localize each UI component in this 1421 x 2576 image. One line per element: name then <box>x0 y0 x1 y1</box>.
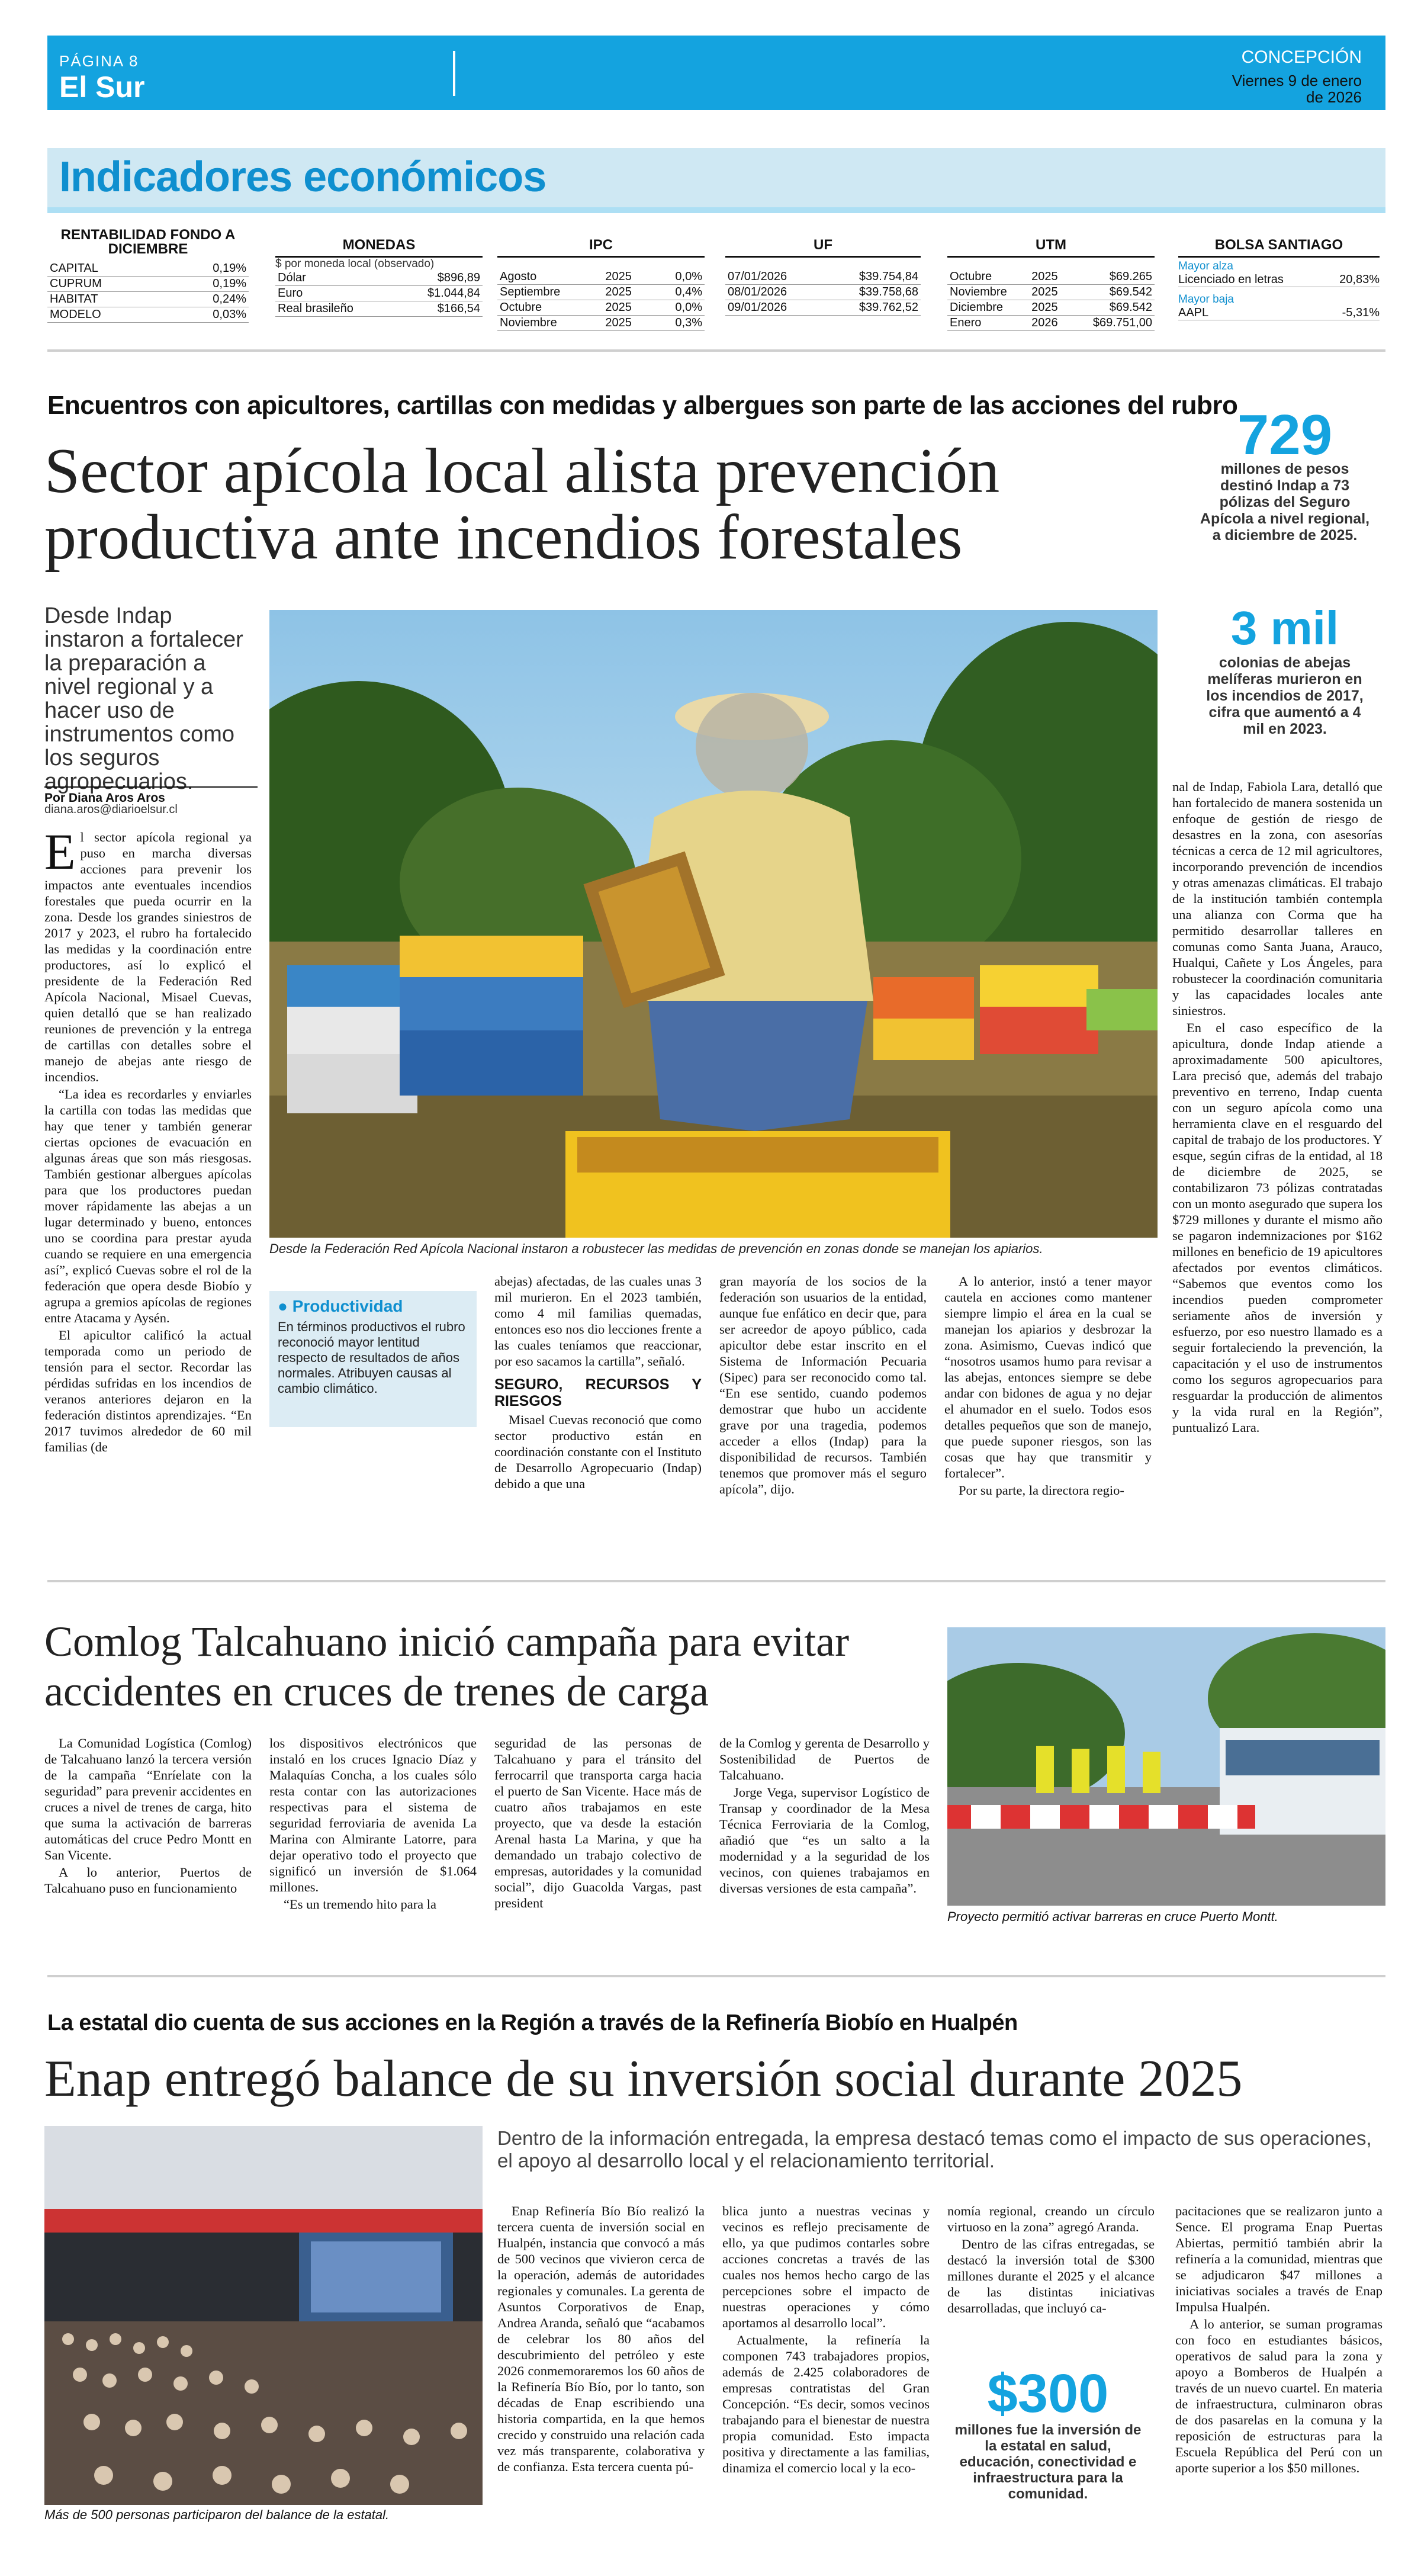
utm-cell: Noviembre <box>947 285 1029 300</box>
bolsa-baja-name: AAPL <box>1178 306 1209 319</box>
utm-cell: $69.265 <box>1070 269 1155 285</box>
monedas-title: MONEDAS <box>275 237 483 258</box>
bullet-icon: ● <box>278 1297 292 1315</box>
rentabilidad-row <box>47 307 249 323</box>
article2-column-2 <box>269 1735 477 1913</box>
bolsa-alza-value: 20,83% <box>1339 273 1380 286</box>
article3-kicker: La estatal dio cuenta de sus acciones en la Región a través de la Refinería Biobío en Hualpén <box>47 2010 1018 2035</box>
stat1-text: millones de pesos destinó Indap a 73 pólizas del Seguro Apícola a nivel regional, a diciembre de 2025. <box>1200 461 1370 544</box>
uf-row <box>725 269 921 285</box>
article1-column-2 <box>494 1273 702 1493</box>
ipc-cell: 2025 <box>603 316 653 331</box>
article3-col4-p2: A lo anterior, se suman programas con foco en estudiantes básicos, operativos de salud para la zona y apoyo a Bomberos de Hualpén a través de un nuevo cuartel. En materia de infraestructura, culminaron obras de dos pasarelas en la comuna y la reposición de estructuras para la Escuela República del Perú con un aporte superior a los $50 millones. <box>1175 2317 1383 2475</box>
article3-col3-p2: Dentro de las cifras entregadas, se destacó la inversión total de $300 millones durante el 2025 y el alcance de las distintas iniciativas desarrolladas, que incluyó ca- <box>947 2237 1155 2315</box>
ipc-cell: 0,4% <box>653 285 705 300</box>
rentabilidad-cell: HABITAT <box>47 292 168 307</box>
section-divider <box>47 1580 1385 1582</box>
article1-col5-p2: En el caso específico de la apicultura, donde Indap atiende a aproximadamente 500 apicultores, Lara precisó que, además del trabajo preventivo en terreno, Indap cuenta con un seguro apícola como una herramienta clave en el resguardo del capital de trabajo de los productores. Y esque, según cifras de la entidad, al 18 de diciembre de 2025, se contabilizaron 73 pólizas contratadas con un monto asegurado que supera los $729 millones y durante el mismo año se pagaron indemnizaciones por $162 millones en beneficio de 19 apicultores afectados por eventos climáticos. “Sabemos que eventos como los incendios pueden comprometer seriamente años de inversión y esfuerzo, por eso nuestro llamado es a seguir fortaleciendo la prevención, la capacitación y el uso de instrumentos como los seguros agropecuarios para resguardar la producción de alimentos y la vida rural en la Región”, puntualizó Lara. <box>1172 1020 1383 1435</box>
rentabilidad-cell: 0,19% <box>168 261 249 277</box>
article3-col3-p1: nomía regional, creando un círculo virtuoso en la zona” agregó Aranda. <box>947 2204 1155 2234</box>
article1-byline: Por Diana Aros Aros <box>44 786 258 805</box>
bolsa-table <box>1178 237 1380 320</box>
article1-deck: Desde Indap instaron a fortalecer la preparación a nivel regional y a hacer uso de instrumentos como los seguros agropecuarios. <box>44 603 243 794</box>
rentabilidad-row <box>47 277 249 292</box>
masthead-bar <box>47 36 1385 110</box>
rentabilidad-rows <box>47 261 249 323</box>
ipc-rows <box>497 269 705 331</box>
article1-col4-p2: Por su parte, la directora regio- <box>959 1483 1124 1498</box>
productividad-title-text: Productividad <box>292 1297 403 1315</box>
rentabilidad-table <box>47 228 249 323</box>
utm-cell: $69.751,00 <box>1070 316 1155 331</box>
section-name: CONCEPCIÓN <box>1241 47 1362 67</box>
article1-col1-p3: El apicultor calificó la actual temporada como un periodo de tensión para el sector. Recordar las pérdidas sufridas en los incendios de veranos anteriores dejaron en la federación distintos aprendizajes. “En 2017 tuvimos alrededor de 60 mil familias (de <box>44 1328 252 1454</box>
uf-cell: $39.762,52 <box>823 300 921 316</box>
newspaper-name[interactable]: El Sur <box>59 70 145 104</box>
ipc-table <box>497 237 705 331</box>
header-divider <box>453 51 455 96</box>
article1-column-1 <box>44 823 252 1456</box>
rentabilidad-cell: CUPRUM <box>47 277 168 292</box>
stat2-number: 3 mil <box>1230 602 1339 654</box>
monedas-table <box>275 237 483 317</box>
ipc-cell: 0,3% <box>653 316 705 331</box>
article2-column-1 <box>44 1735 252 1897</box>
utm-cell: Octubre <box>947 269 1029 285</box>
ipc-cell: 2025 <box>603 300 653 316</box>
article2-col4-p2: Jorge Vega, supervisor Logístico de Transap y coordinador de la Mesa Técnica Ferroviaria de la Comlog, añadió que “es un salto a la modernidad y a la seguridad de los vecinos, con quienes trabajamos en diversas versiones de esta campaña”. <box>719 1785 930 1896</box>
bolsa-title: BOLSA SANTIAGO <box>1178 237 1380 258</box>
article3-col2-p2: Actualmente, la refinería la componen 743 trabajadores propios, además de 2.425 colaboradores de empresas contratistas del Gran Concepción. “Es decir, somos vecinos trabajando para el bienestar de nuestra propia comunidad. Esto impacta positiva y directamente a las familias, dinamiza el comercio local y la eco- <box>722 2333 930 2475</box>
rentabilidad-cell: 0,03% <box>168 307 249 323</box>
ipc-row <box>497 285 705 300</box>
indicators-band-stripe <box>47 207 1385 213</box>
article1-column-3 <box>719 1273 927 1498</box>
rentabilidad-cell: 0,24% <box>168 292 249 307</box>
event-audience-photo-illustration <box>44 2126 483 2505</box>
rentabilidad-cell: CAPITAL <box>47 261 168 277</box>
article2-col4-p1: de la Comlog y gerenta de Desarrollo y Sostenibilidad de Puertos de Talcahuano. <box>719 1736 930 1782</box>
rentabilidad-row <box>47 292 249 307</box>
stat3-text: millones fue la inversión de la estatal en salud, educación, conectividad e infraestructura para la comunidad. <box>954 2422 1142 2502</box>
utm-cell: $69.542 <box>1070 285 1155 300</box>
ipc-row <box>497 300 705 316</box>
productividad-box <box>269 1291 477 1427</box>
article3-headline[interactable]: Enap entregó balance de su inversión social durante 2025 <box>44 2050 1243 2108</box>
utm-cell: 2025 <box>1029 285 1070 300</box>
utm-cell: Enero <box>947 316 1029 331</box>
rentabilidad-title: RENTABILIDAD FONDO A DICIEMBRE <box>60 227 236 257</box>
utm-cell: Diciembre <box>947 300 1029 316</box>
monedas-cell: $166,54 <box>396 301 483 317</box>
utm-cell: 2026 <box>1029 316 1070 331</box>
utm-cell: $69.542 <box>1070 300 1155 316</box>
article1-col1-p2: “La idea es recordarles y enviarles la cartilla con todas las medidas que hay que tener y también generar ciertas opciones de evacuación en algunas áreas que son más riesgosas. También gestionar albergues apícolas para que los productores puedan mover rápidamente las abejas a un lugar determinado y bueno, entonces uno se coordina para prestar ayuda cuando se requiere en una emergencia así”, explicó Cuevas sobre el rol de la federación que opera desde Biobío y agrupa a gremios apícolas de regiones entre Atacama y Aysén. <box>44 1087 252 1325</box>
photo3-caption: Más de 500 personas participaron del balance de la estatal. <box>44 2507 390 2522</box>
bolsa-alza-name: Licenciado en letras <box>1178 273 1284 286</box>
utm-table <box>947 237 1155 331</box>
monedas-cell: Dólar <box>275 271 396 286</box>
ipc-cell: 2025 <box>603 269 653 285</box>
article1-email[interactable]: diana.aros@diarioelsur.cl <box>44 803 178 816</box>
section-divider <box>47 349 1385 352</box>
uf-row <box>725 285 921 300</box>
monedas-rows <box>275 271 483 317</box>
photo2-caption: Proyecto permitió activar barreras en cruce Puerto Montt. <box>947 1909 1278 1924</box>
uf-cell: $39.754,84 <box>823 269 921 285</box>
article2-col2-p2: “Es un tremendo hito para la <box>284 1897 437 1912</box>
photo1-caption: Desde la Federación Red Apícola Nacional instaron a robustecer las medidas de prevención en zonas donde se manejan los apiarios. <box>269 1241 1043 1256</box>
monedas-row <box>275 271 483 286</box>
ipc-title: IPC <box>497 237 705 258</box>
utm-row <box>947 285 1155 300</box>
ipc-cell: Septiembre <box>497 285 603 300</box>
ipc-cell: Noviembre <box>497 316 603 331</box>
railway-crossing-photo <box>947 1627 1385 1906</box>
indicators-title: Indicadores económicos <box>59 153 546 201</box>
article3-col1-p1: Enap Refinería Bío Bío realizó la tercera cuenta de inversión social en Hualpén, instancia que convocó a más de 500 vecinos que vivieron cerca de la operación, además de autoridades regionales y comunales. La gerenta de Asuntos Corporativos de Enap, Andrea Aranda, señaló que “acabamos de celebrar los 80 años del descubrimiento del petróleo y este 2026 conmemoraremos los 60 años de la Refinería Bío Bío, por lo tanto, son décadas de Enap escribiendo una historia compartida, en la que hemos crecido y construido una relación cada vez más transparente, colaborativa y de confianza. Esta tercera cuenta pú- <box>497 2204 705 2474</box>
utm-cell: 2025 <box>1029 300 1070 316</box>
monedas-subtitle: $ por moneda local (observado) <box>275 258 435 270</box>
uf-cell: 08/01/2026 <box>725 285 823 300</box>
utm-row <box>947 300 1155 316</box>
bolsa-alza-row <box>1178 273 1380 287</box>
utm-title: UTM <box>947 237 1155 258</box>
ipc-cell: 0,0% <box>653 300 705 316</box>
ipc-cell: Octubre <box>497 300 603 316</box>
rentabilidad-row <box>47 261 249 277</box>
bolsa-alza-label: Mayor alza <box>1178 260 1233 272</box>
rentabilidad-cell: 0,19% <box>168 277 249 292</box>
section-divider <box>47 1975 1385 1977</box>
bolsa-baja-value: -5,31% <box>1342 306 1380 319</box>
article2-col2-p1: los dispositivos electrónicos que instaló en los cruces Ignacio Díaz y Malaquías Concha, a los cuales sólo resta contar con las autorizaciones respectivas para el sistema de seguridad ferroviaria de avenida La Marina con Almirante Latorre, para dejar operativo todo el proyecto que significó un inversión de $1.064 millones. <box>269 1736 477 1894</box>
article1-col2-p2: Misael Cuevas reconoció que como sector productivo están en coordinación constante con el Instituto de Desarrollo Agropecuario (Indap) debido a que una <box>494 1412 702 1491</box>
rentabilidad-cell: MODELO <box>47 307 168 323</box>
article3-col2-p1: blica junto a nuestras vecinas y vecinos es reflejo precisamente de ello, ya que pudimos contarles sobre acciones concretas a través de las cuales nos hemos hecho cargo de las percepciones sobre el impacto de nuestras operaciones y cómo aportamos al desarrollo local”. <box>722 2204 930 2330</box>
stat1-number: 729 <box>1237 403 1333 467</box>
stat3-number: $300 <box>987 2363 1109 2424</box>
monedas-cell: $896,89 <box>396 271 483 286</box>
ipc-row <box>497 269 705 285</box>
monedas-cell: $1.044,84 <box>396 286 483 301</box>
uf-rows <box>725 269 921 316</box>
edition-date: Viernes 9 de enero de 2026 <box>1232 72 1362 106</box>
uf-row <box>725 300 921 316</box>
page-number: PÁGINA 8 <box>59 52 139 70</box>
bolsa-baja-label: Mayor baja <box>1178 293 1234 306</box>
uf-cell: 09/01/2026 <box>725 300 823 316</box>
article2-headline[interactable]: Comlog Talcahuano inició campaña para evitar accidentes en cruces de trenes de carga <box>44 1618 850 1715</box>
event-audience-photo <box>44 2126 483 2505</box>
dropcap: E <box>44 823 76 880</box>
article1-column-5 <box>1172 779 1383 1437</box>
article3-column-2 <box>722 2203 930 2477</box>
article3-deck: Dentro de la información entregada, la empresa destacó temas como el impacto de sus operaciones, el apoyo al desarrollo local y el relacionamiento territorial. <box>497 2127 1372 2172</box>
ipc-row <box>497 316 705 331</box>
article1-col1-p1: l sector apícola regional ya puso en marcha diversas acciones para prevenir los impactos ante eventuales incendios forestales que pueda ocurrir en la zona. Desde los grandes siniestros de 2017 y 2023, el rubro ha fortalecido las medidas y la coordinación entre productores, así lo explicó el presidente de la Federación Red Apícola Nacional, Misael Cuevas, quien detalló que se han realizado reuniones de prevención y la entrega de cartillas con detalles sobre el manejo de abejas ante riesgo de incendios. <box>44 830 252 1084</box>
article1-col3-p1: gran mayoría de los socios de la federación son usuarios de la entidad, aunque fue enfático en decir que, para ser acreedor de apoyo público, cada apicultor debe estar inscrito en el Sistema de Información Pecuaria (Sipec) para ser reconocido como tal. “En ese sentido, cuando podemos demostrar que hubo un accidente grave por una tragedia, podemos acceder a ellos (Indap) para la disponibilidad de recursos. También tenemos que promover más el seguro apícola”, dijo. <box>719 1274 927 1496</box>
ipc-cell: Agosto <box>497 269 603 285</box>
monedas-cell: Real brasileño <box>275 301 396 317</box>
beekeeper-photo <box>269 610 1158 1238</box>
monedas-cell: Euro <box>275 286 396 301</box>
railway-crossing-photo-illustration <box>947 1627 1385 1906</box>
monedas-row <box>275 286 483 301</box>
monedas-row <box>275 301 483 317</box>
productividad-text: En términos productivos el rubro reconoció mayor lentitud respecto de resultados de años normales. Atribuyen causas al cambio climático. <box>278 1319 465 1396</box>
bolsa-baja-row <box>1178 306 1380 320</box>
article2-column-4 <box>719 1735 930 1897</box>
utm-row <box>947 269 1155 285</box>
uf-table <box>725 237 921 316</box>
utm-row <box>947 316 1155 331</box>
productividad-title <box>278 1297 468 1316</box>
article2-col1-p1: La Comunidad Logística (Comlog) de Talcahuano lanzó la tercera versión de la campaña “Enríelate con la seguridad” para prevenir accidentes en cruces a nivel de trenes de carga, hito que suma la activación de barreras automáticas del cruce Pedro Montt en San Vicente. <box>44 1736 252 1862</box>
utm-rows <box>947 269 1155 331</box>
article1-kicker: Encuentros con apicultores, cartillas con medidas y albergues son parte de las acciones del rubro <box>47 391 1238 420</box>
uf-title: UF <box>725 237 921 258</box>
stat2-text: colonias de abejas melíferas murieron en los incendios de 2017, cifra que aumentó a 4 mil en 2023. <box>1206 654 1364 737</box>
article1-col4-p1: A lo anterior, instó a tener mayor cautela en acciones como mantener siempre limpio el área en la cual se manejan los apiarios y desbrozar la zona. Asimismo, Cuevas indicó que “nosotros usamos humo para revisar a las abejas, entonces siempre se debe andar con bidones de agua y no dejar el ahumador en el suelo. Todos esos detalles pequeños que son de manejo, que puede suponer riesgos, son las cosas que hay que transmitir y fortalecer”. <box>944 1274 1152 1480</box>
utm-cell: 2025 <box>1029 269 1070 285</box>
ipc-cell: 2025 <box>603 285 653 300</box>
article1-column-4 <box>944 1273 1152 1499</box>
article3-col4-p1: pacitaciones que se realizaron junto a Sence. El programa Enap Puertas Abiertas, permitió también abrir la refinería a la comunidad, mientras que se adjudicaron $47 millones a iniciativas sociales a través de Enap Impulsa Hualpén. <box>1175 2204 1383 2314</box>
article2-column-3 <box>494 1735 702 1912</box>
beekeeper-photo-illustration <box>269 610 1158 1238</box>
article3-column-3 <box>947 2203 1155 2317</box>
article3-column-4 <box>1175 2203 1383 2477</box>
article2-col3-p1: seguridad de las personas de Talcahuano y para el tránsito del ferrocarril que transporta carga hacia el puerto de San Vicente. Hace más de cuatro años trabajamos en este proyecto, que va desde la estación Arenal hasta La Marina, y que ha demandado un trabajo colectivo de empresas, autoridades y la comunidad social”, dijo Guacolda Vargas, past president <box>494 1736 702 1910</box>
ipc-cell: 0,0% <box>653 269 705 285</box>
uf-cell: 07/01/2026 <box>725 269 823 285</box>
article1-col5-p1: nal de Indap, Fabiola Lara, detalló que han fortalecido de manera sostenida un enfoque de gestión de riesgo de desastres en la zona, con asesorías técnicas a cerca de 12 mil agricultores, incorporando prevención de incendios y otras amenazas climáticas. El trabajo de la institución también contempla una alianza con Corma que ha permitido desarrollar talleres en comunas como Santa Juana, Arauco, Hualqui, Cañete y Los Ángeles, para robustecer la coordinación comunitaria y las capacidades locales ante siniestros. <box>1172 779 1383 1018</box>
article3-column-1 <box>497 2203 705 2476</box>
article1-headline[interactable]: Sector apícola local alista prevención productiva ante incendios forestales <box>44 436 1000 573</box>
uf-cell: $39.758,68 <box>823 285 921 300</box>
article2-col1-p2: A lo anterior, Puertos de Talcahuano puso en funcionamiento <box>44 1865 252 1896</box>
article1-subhead: SEGURO, RECURSOS Y RIESGOS <box>494 1376 702 1409</box>
article1-col2-p1: abejas) afectadas, de las cuales unas 3 mil murieron. En el 2023 también, como 4 mil familias quemadas, entonces eso nos dio lecciones frente a las cuales teníamos que reaccionar, por eso sacamos la cartilla”, señaló. <box>494 1274 702 1369</box>
